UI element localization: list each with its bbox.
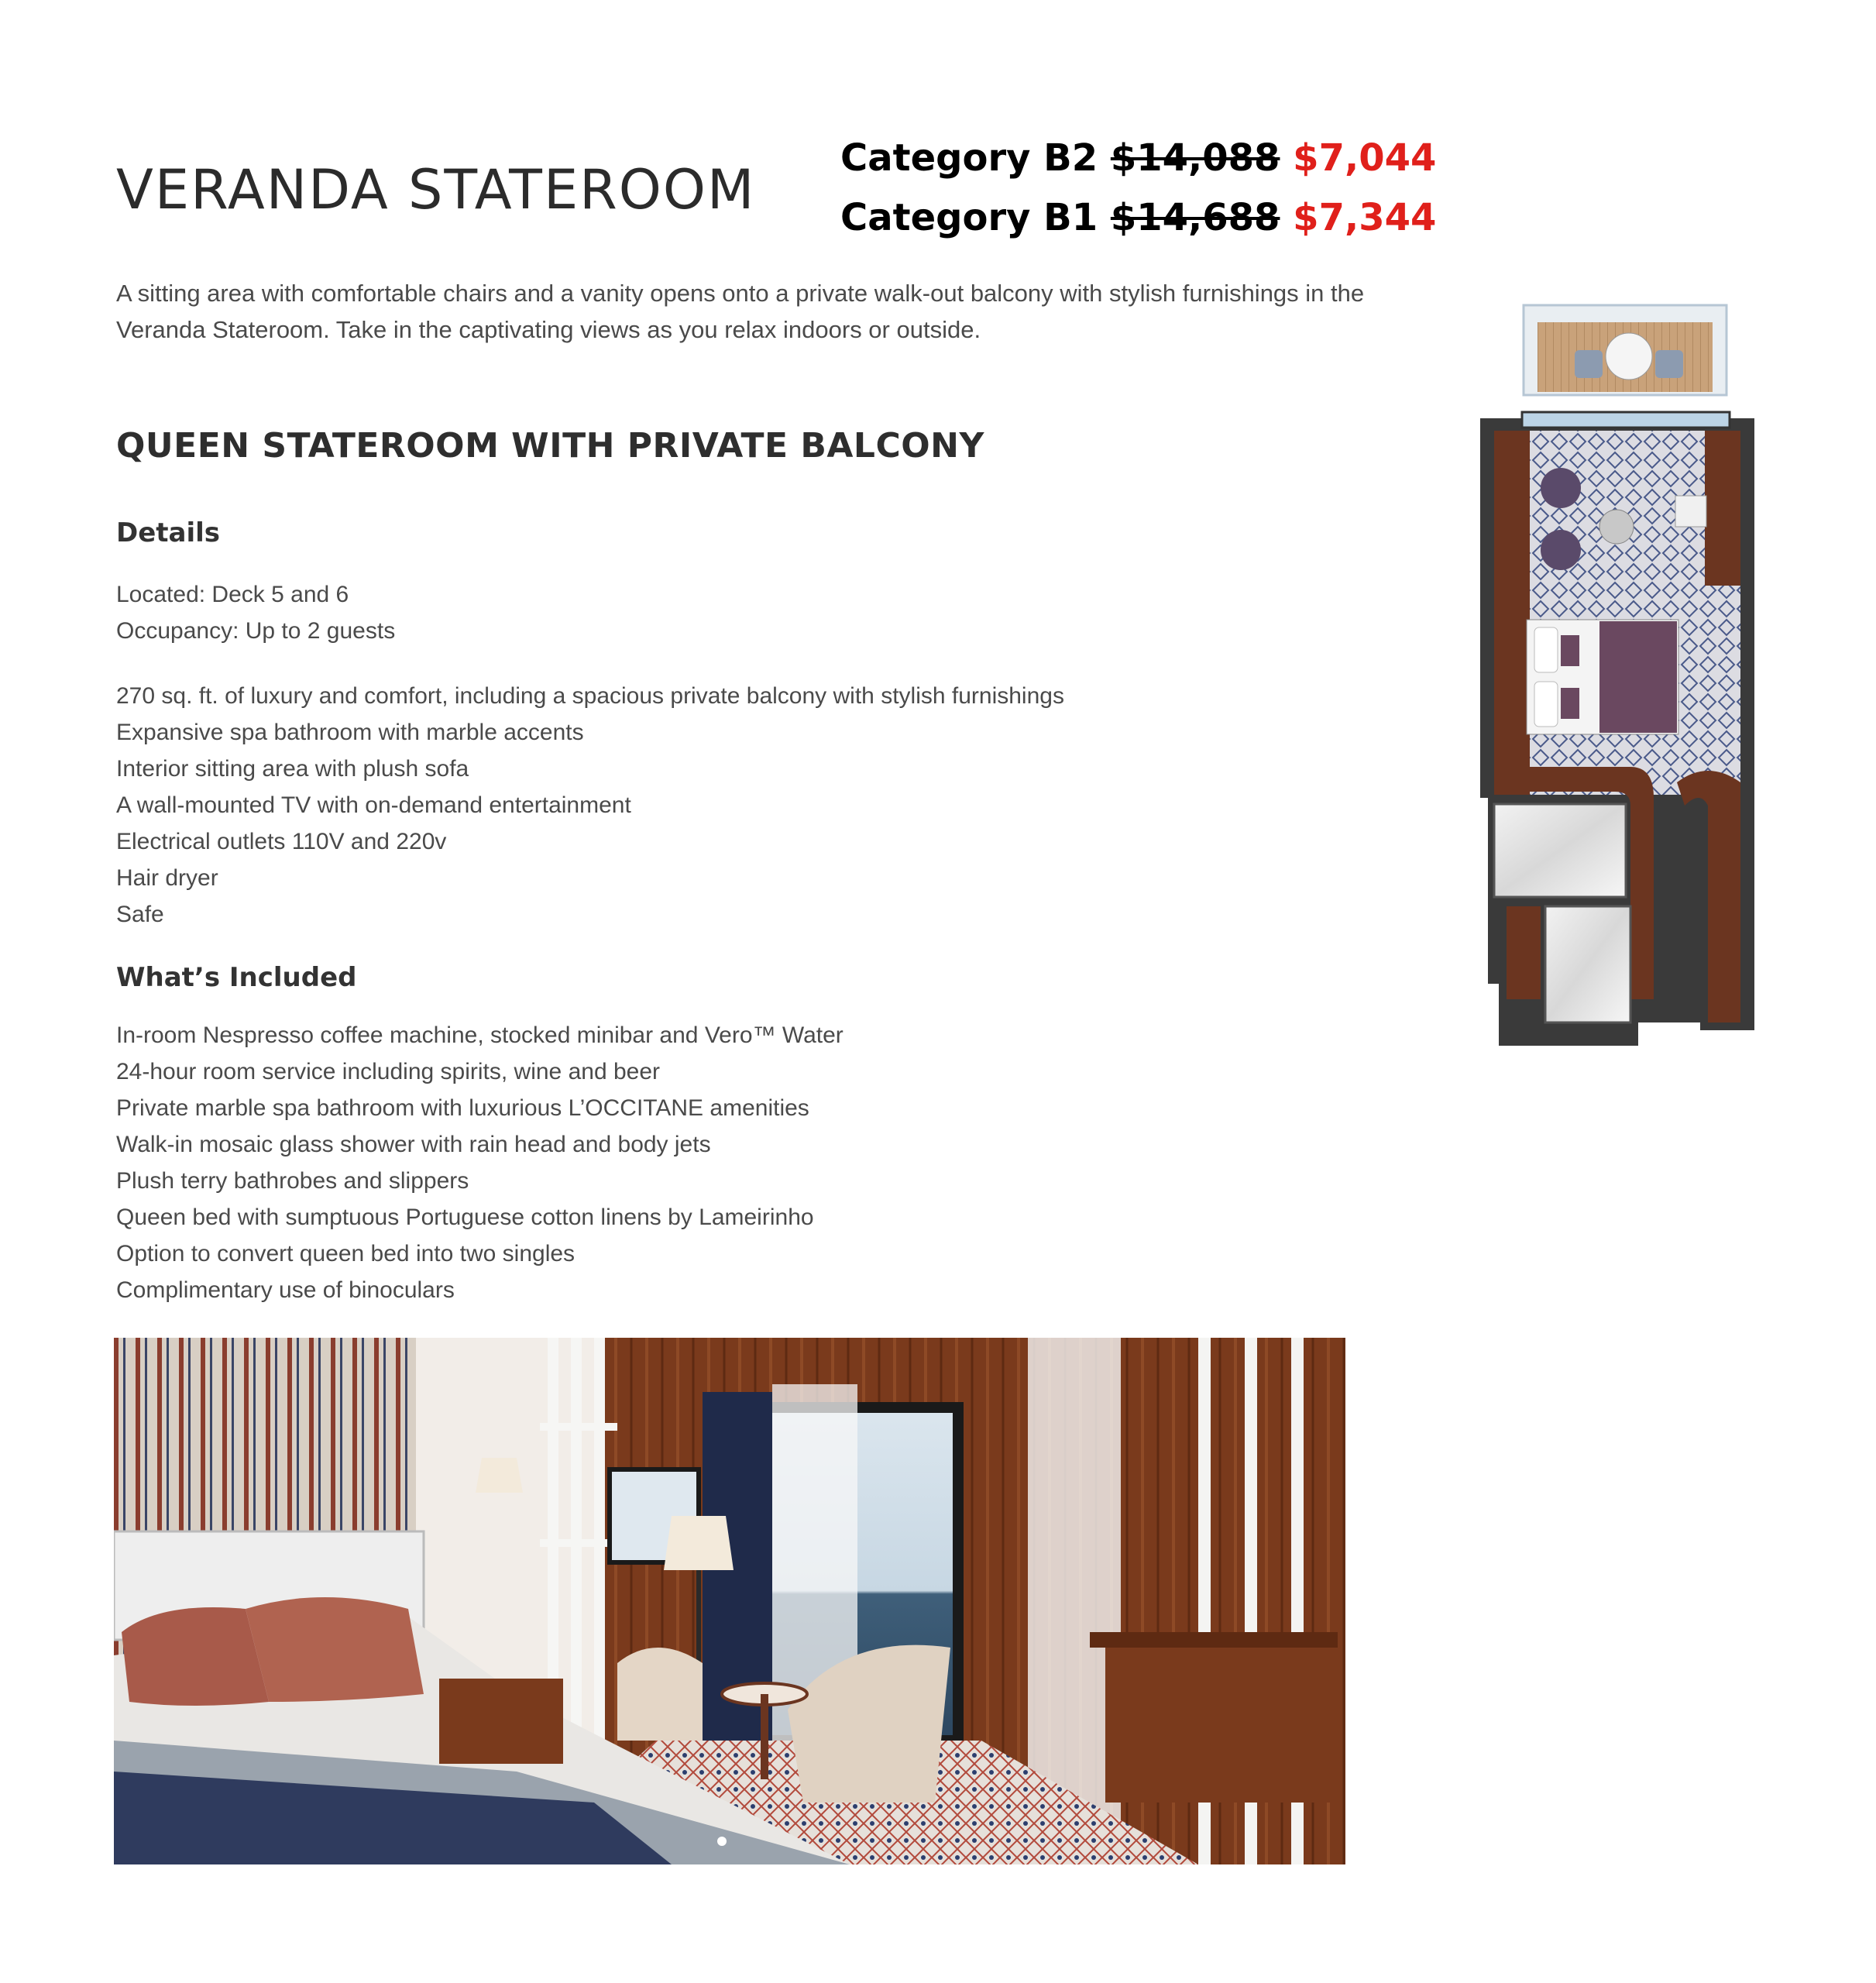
decorative-pillow [246, 1597, 424, 1702]
balcony-chair [1575, 350, 1603, 378]
sale-price: $7,344 [1293, 196, 1437, 239]
carousel-dot-active[interactable] [717, 1837, 727, 1846]
details-heading: Details [116, 517, 221, 548]
desk-cabinet [1105, 1648, 1338, 1803]
balcony-table [1606, 333, 1652, 380]
page-title: VERANDA STATEROOM [116, 158, 756, 222]
balcony-chair [1655, 350, 1683, 378]
side-cabinet [1675, 496, 1706, 527]
list-item: A wall-mounted TV with on-demand entertainment [116, 792, 631, 818]
list-item: Electrical outlets 110V and 220v [116, 829, 447, 854]
armchair-left [617, 1648, 703, 1741]
original-price: $14,688 [1110, 196, 1280, 239]
stateroom-photo [114, 1338, 1345, 1864]
wall-sconce [476, 1458, 523, 1493]
floor-lamp [664, 1516, 734, 1570]
bed-throw [1599, 621, 1677, 733]
list-item: Interior sitting area with plush sofa [116, 756, 469, 782]
category-label: Category B2 [840, 136, 1098, 180]
balcony-door [1522, 412, 1730, 428]
cushion [1561, 635, 1579, 666]
list-item: Occupancy: Up to 2 guests [116, 618, 396, 644]
intro-paragraph: A sitting area with comfortable chairs and a vanity opens onto a private walk-out balcony with stylish furnishings in the Veranda Stateroom. Take in the captivating views as you relax indoors or outside. [116, 280, 1365, 343]
list-item: 270 sq. ft. of luxury and comfort, including a spacious private balcony with stylish furnishings [116, 683, 1064, 709]
list-item: Expansive spa bathroom with marble accents [116, 720, 584, 745]
list-item: 24-hour room service including spirits, wine and beer [116, 1059, 661, 1084]
wood-panel [1705, 431, 1740, 586]
list-item: Option to convert queen bed into two singles [116, 1241, 576, 1266]
decorative-pillow [122, 1607, 269, 1706]
category-label: Category B1 [840, 196, 1098, 239]
list-item: Complimentary use of binoculars [116, 1277, 455, 1303]
list-item: Private marble spa bathroom with luxurious L’OCCITANE amenities [116, 1095, 809, 1121]
table-leg [761, 1694, 768, 1779]
stateroom-subtitle: QUEEN STATEROOM WITH PRIVATE BALCONY [116, 426, 984, 466]
list-item: Safe [116, 902, 164, 927]
list-item: In-room Nespresso coffee machine, stocked minibar and Vero™ Water [116, 1022, 844, 1048]
shower [1545, 906, 1630, 1022]
included-list [116, 1017, 844, 1308]
desk-top [1090, 1632, 1338, 1648]
details-basics-list [116, 576, 395, 649]
pillow [1534, 682, 1558, 727]
floor-plan-image [1476, 302, 1770, 1046]
details-features-list [116, 678, 1064, 933]
list-item: Plush terry bathrobes and slippers [116, 1168, 469, 1194]
nightstand [439, 1679, 563, 1764]
list-item: Located: Deck 5 and 6 [116, 582, 349, 607]
coffee-table [1599, 510, 1634, 544]
bathroom-vanity [1494, 804, 1626, 897]
sale-price: $7,044 [1293, 136, 1437, 180]
price-category-b2 [840, 136, 1437, 180]
cushion [1561, 688, 1579, 719]
price-category-b1 [840, 196, 1437, 239]
list-item: Queen bed with sumptuous Portuguese cotton linens by Lameirinho [116, 1205, 814, 1230]
armchair [1541, 530, 1581, 570]
wood-panel [1494, 431, 1530, 795]
original-price: $14,088 [1110, 136, 1280, 180]
room-carpet [1494, 431, 1740, 795]
list-item: Hair dryer [116, 865, 218, 891]
bathroom-cabinet [1507, 906, 1541, 999]
included-heading: What’s Included [116, 962, 357, 993]
list-item: Walk-in mosaic glass shower with rain head and body jets [116, 1132, 711, 1157]
pillow [1534, 627, 1558, 672]
armchair [1541, 468, 1581, 508]
